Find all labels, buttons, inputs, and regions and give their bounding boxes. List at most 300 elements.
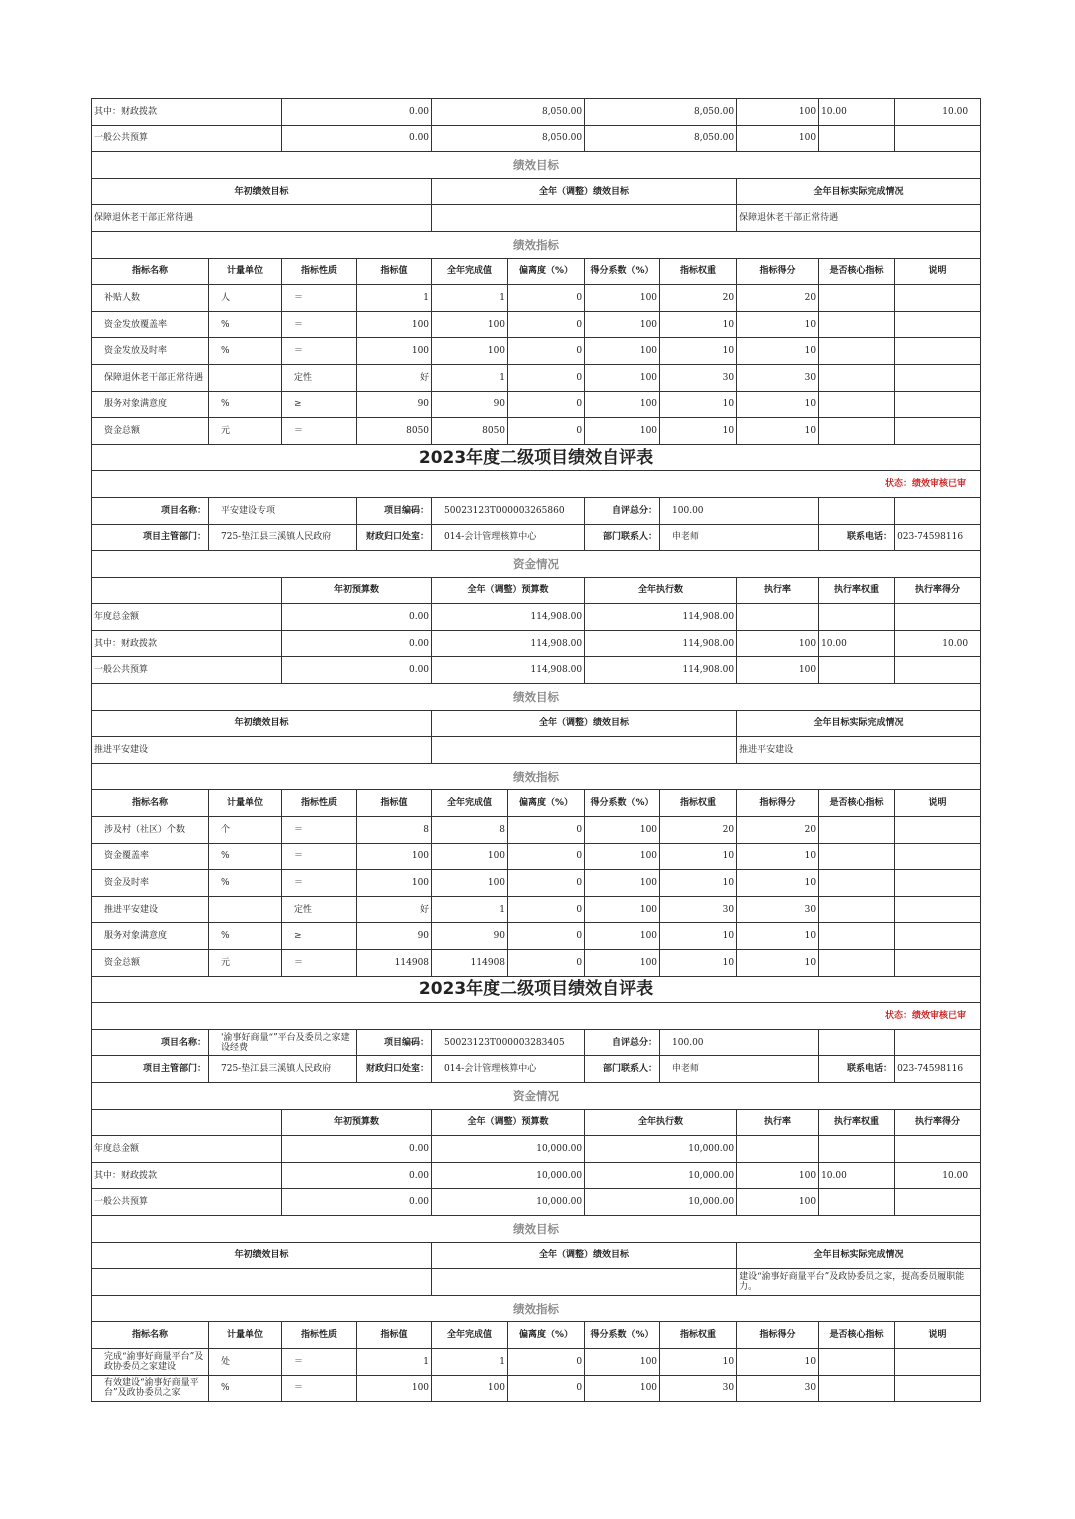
fund-row-label: 一般公共预算 — [92, 1189, 282, 1216]
fund-row — [92, 1136, 981, 1163]
fund-header-blank — [92, 1109, 282, 1136]
fund-header-blank — [92, 577, 282, 604]
fund-rate-score — [895, 125, 981, 152]
indicator-col-header: 是否核心指标 — [819, 1322, 895, 1349]
indicator-deviation: 0 — [508, 338, 585, 365]
indicator-score: 10 — [737, 843, 819, 870]
indicator-name: 资金总额 — [92, 950, 209, 977]
goal-col-header: 年初绩效目标 — [92, 178, 432, 205]
indicator-core — [819, 870, 895, 897]
blank — [819, 497, 895, 524]
indicator-target: 1 — [357, 285, 432, 312]
title-row — [92, 976, 981, 1003]
fund-executed: 114,908.00 — [585, 630, 737, 657]
fund-executed: 8,050.00 — [585, 125, 737, 152]
indicator-coefficient: 100 — [585, 950, 660, 977]
indicators-section-row — [92, 1295, 981, 1322]
fund-rate: 100 — [737, 630, 819, 657]
status-row — [92, 471, 981, 498]
indicator-actual: 1 — [432, 285, 508, 312]
indicator-weight: 10 — [660, 923, 737, 950]
indicator-unit: 元 — [209, 950, 282, 977]
indicator-score: 30 — [737, 1375, 819, 1402]
indicator-coefficient: 100 — [585, 1348, 660, 1375]
indicator-core — [819, 338, 895, 365]
indicator-coefficient: 100 — [585, 923, 660, 950]
fund-executed: 8,050.00 — [585, 99, 737, 126]
finance-office-label: 财政归口处室： — [357, 524, 432, 551]
fund-initial: 0.00 — [282, 657, 432, 684]
fund-row-label: 年度总金额 — [92, 604, 282, 631]
indicator-core — [819, 364, 895, 391]
fund-adjusted: 114,908.00 — [432, 657, 585, 684]
goal-actual: 推进平安建设 — [737, 737, 981, 764]
fund-executed: 114,908.00 — [585, 657, 737, 684]
finance-office: 014-会计管理核算中心 — [432, 524, 585, 551]
goal-col-header: 全年（调整）绩效目标 — [432, 1242, 737, 1269]
indicator-target: 90 — [357, 391, 432, 418]
indicator-col-header: 指标得分 — [737, 258, 819, 285]
indicator-coefficient: 100 — [585, 311, 660, 338]
status-text: 状态：绩效审核已审 — [92, 1003, 981, 1030]
goal-initial — [92, 1269, 432, 1296]
indicator-weight: 20 — [660, 285, 737, 312]
fund-adjusted: 8,050.00 — [432, 125, 585, 152]
fund-col-header: 执行率权重 — [819, 577, 895, 604]
indicator-deviation: 0 — [508, 843, 585, 870]
indicator-deviation: 0 — [508, 870, 585, 897]
self-score: 100.00 — [660, 497, 819, 524]
indicator-score: 10 — [737, 923, 819, 950]
fund-row — [92, 630, 981, 657]
indicator-score: 10 — [737, 950, 819, 977]
indicator-coefficient: 100 — [585, 1375, 660, 1402]
indicator-row — [92, 391, 981, 418]
indicator-actual: 8 — [432, 817, 508, 844]
indicator-name: 资金及时率 — [92, 870, 209, 897]
project-info-row — [92, 1029, 981, 1056]
fund-adjusted: 10,000.00 — [432, 1136, 585, 1163]
fund-row — [92, 1189, 981, 1216]
indicator-target: 好 — [357, 364, 432, 391]
indicator-weight: 20 — [660, 817, 737, 844]
indicators-section-row — [92, 763, 981, 790]
indicator-target: 8 — [357, 817, 432, 844]
fund-rate-weight — [819, 604, 895, 631]
fund-adjusted: 10,000.00 — [432, 1189, 585, 1216]
goal-initial: 保障退休老干部正常待遇 — [92, 205, 432, 232]
fund-row-label: 年度总金额 — [92, 1136, 282, 1163]
indicator-col-header: 指标名称 — [92, 790, 209, 817]
funds-section-row — [92, 551, 981, 578]
fund-rate-score: 10.00 — [895, 99, 981, 126]
finance-office-label: 财政归口处室： — [357, 1056, 432, 1083]
indicator-col-header: 偏离度（%） — [508, 790, 585, 817]
indicator-actual: 8050 — [432, 418, 508, 445]
goal-actual: 建设“渝事好商量平台”及政协委员之家，提高委员履职能力。 — [737, 1269, 981, 1296]
indicator-core — [819, 418, 895, 445]
indicator-target: 1 — [357, 1348, 432, 1375]
fund-col-header: 执行率 — [737, 1109, 819, 1136]
fund-executed: 114,908.00 — [585, 604, 737, 631]
indicator-nature: ＝ — [282, 1348, 357, 1375]
indicator-note — [895, 1375, 981, 1402]
indicator-coefficient: 100 — [585, 338, 660, 365]
indicator-deviation: 0 — [508, 391, 585, 418]
goal-col-header: 全年目标实际完成情况 — [737, 710, 981, 737]
indicator-col-header: 指标权重 — [660, 1322, 737, 1349]
dept: 725-垫江县三溪镇人民政府 — [209, 524, 357, 551]
indicator-col-header: 是否核心指标 — [819, 790, 895, 817]
indicator-core — [819, 950, 895, 977]
indicator-weight: 30 — [660, 1375, 737, 1402]
indicator-row — [92, 418, 981, 445]
fund-executed: 10,000.00 — [585, 1162, 737, 1189]
indicator-row — [92, 950, 981, 977]
goal-initial: 推进平安建设 — [92, 737, 432, 764]
fund-row — [92, 657, 981, 684]
indicator-actual: 90 — [432, 923, 508, 950]
indicator-col-header: 指标值 — [357, 1322, 432, 1349]
goals-section-heading: 绩效目标 — [92, 1215, 981, 1242]
fund-initial: 0.00 — [282, 630, 432, 657]
indicator-note — [895, 1348, 981, 1375]
indicator-weight: 10 — [660, 311, 737, 338]
fund-row-label: 一般公共预算 — [92, 657, 282, 684]
indicators-section-heading: 绩效指标 — [92, 763, 981, 790]
indicator-coefficient: 100 — [585, 843, 660, 870]
phone: 023-74598116 — [895, 1056, 981, 1083]
indicator-col-header: 得分系数（%） — [585, 1322, 660, 1349]
fund-col-header: 执行率得分 — [895, 577, 981, 604]
indicator-target: 100 — [357, 870, 432, 897]
project-name: 平安建设专项 — [209, 497, 357, 524]
indicator-name: 资金覆盖率 — [92, 843, 209, 870]
indicator-note — [895, 870, 981, 897]
status-row — [92, 1003, 981, 1030]
indicator-deviation: 0 — [508, 923, 585, 950]
indicator-weight: 10 — [660, 870, 737, 897]
title-row — [92, 444, 981, 471]
indicator-col-header: 指标性质 — [282, 790, 357, 817]
indicator-weight: 10 — [660, 418, 737, 445]
dept-label: 项目主管部门： — [92, 524, 209, 551]
goal-adjusted — [432, 737, 737, 764]
indicator-weight: 10 — [660, 950, 737, 977]
indicator-col-header: 说明 — [895, 790, 981, 817]
indicator-nature: ＝ — [282, 311, 357, 338]
indicator-weight: 30 — [660, 896, 737, 923]
indicator-name: 涉及村（社区）个数 — [92, 817, 209, 844]
indicator-deviation: 0 — [508, 896, 585, 923]
indicator-core — [819, 896, 895, 923]
fund-executed: 10,000.00 — [585, 1189, 737, 1216]
goals-section-row — [92, 152, 981, 179]
indicator-unit: % — [209, 338, 282, 365]
indicator-unit: % — [209, 311, 282, 338]
indicator-header-row — [92, 790, 981, 817]
indicator-unit — [209, 896, 282, 923]
fund-rate-score — [895, 604, 981, 631]
indicator-deviation: 0 — [508, 817, 585, 844]
indicator-deviation: 0 — [508, 950, 585, 977]
indicator-deviation: 0 — [508, 1375, 585, 1402]
indicator-col-header: 说明 — [895, 1322, 981, 1349]
indicator-col-header: 得分系数（%） — [585, 790, 660, 817]
indicator-unit: 人 — [209, 285, 282, 312]
indicator-actual: 100 — [432, 843, 508, 870]
goal-col-header: 年初绩效目标 — [92, 1242, 432, 1269]
indicator-unit: 处 — [209, 1348, 282, 1375]
indicator-deviation: 0 — [508, 311, 585, 338]
indicator-note — [895, 923, 981, 950]
indicator-target: 8050 — [357, 418, 432, 445]
indicator-name: 补贴人数 — [92, 285, 209, 312]
goal-header-row — [92, 1242, 981, 1269]
fund-initial: 0.00 — [282, 1189, 432, 1216]
indicator-name: 资金总额 — [92, 418, 209, 445]
fund-rate: 100 — [737, 99, 819, 126]
contact-label: 部门联系人： — [585, 524, 660, 551]
fund-rate: 100 — [737, 657, 819, 684]
indicator-name: 资金发放及时率 — [92, 338, 209, 365]
indicator-core — [819, 817, 895, 844]
fund-header-row — [92, 1109, 981, 1136]
indicator-coefficient: 100 — [585, 285, 660, 312]
indicator-header-row — [92, 258, 981, 285]
goal-actual: 保障退休老干部正常待遇 — [737, 205, 981, 232]
indicator-target: 100 — [357, 311, 432, 338]
phone-label: 联系电话： — [819, 1056, 895, 1083]
indicator-row — [92, 285, 981, 312]
fund-initial: 0.00 — [282, 604, 432, 631]
indicator-score: 20 — [737, 285, 819, 312]
blank — [895, 1029, 981, 1056]
indicator-coefficient: 100 — [585, 817, 660, 844]
contact-label: 部门联系人： — [585, 1056, 660, 1083]
indicator-unit: 元 — [209, 418, 282, 445]
indicator-row — [92, 338, 981, 365]
fund-rate-score — [895, 657, 981, 684]
indicator-col-header: 说明 — [895, 258, 981, 285]
indicator-coefficient: 100 — [585, 364, 660, 391]
indicator-nature: 定性 — [282, 896, 357, 923]
indicator-row — [92, 1348, 981, 1375]
indicator-col-header: 计量单位 — [209, 258, 282, 285]
project-dept-row — [92, 524, 981, 551]
indicator-actual: 100 — [432, 1375, 508, 1402]
fund-rate-weight — [819, 1189, 895, 1216]
indicator-target: 114908 — [357, 950, 432, 977]
fund-rate — [737, 604, 819, 631]
indicator-score: 30 — [737, 896, 819, 923]
self-score-label: 自评总分： — [585, 1029, 660, 1056]
indicator-target: 100 — [357, 843, 432, 870]
indicator-name: 完成“渝事好商量平台”及政协委员之家建设 — [92, 1348, 209, 1375]
indicator-nature: ＝ — [282, 950, 357, 977]
indicator-note — [895, 364, 981, 391]
indicator-row — [92, 896, 981, 923]
indicator-actual: 90 — [432, 391, 508, 418]
indicator-score: 30 — [737, 364, 819, 391]
sheet-title: 2023年度二级项目绩效自评表 — [92, 444, 981, 471]
indicator-nature: 定性 — [282, 364, 357, 391]
indicator-col-header: 偏离度（%） — [508, 1322, 585, 1349]
indicator-note — [895, 418, 981, 445]
performance-evaluation-sheet — [91, 98, 981, 1402]
indicator-coefficient: 100 — [585, 391, 660, 418]
fund-col-header: 年初预算数 — [282, 577, 432, 604]
indicator-note — [895, 391, 981, 418]
goal-content-row — [92, 1269, 981, 1296]
fund-col-header: 全年（调整）预算数 — [432, 577, 585, 604]
goal-header-row — [92, 710, 981, 737]
indicator-weight: 10 — [660, 391, 737, 418]
indicator-score: 10 — [737, 391, 819, 418]
fund-rate-weight — [819, 125, 895, 152]
indicator-col-header: 得分系数（%） — [585, 258, 660, 285]
indicator-col-header: 指标性质 — [282, 1322, 357, 1349]
goals-section-heading: 绩效目标 — [92, 152, 981, 179]
indicator-deviation: 0 — [508, 418, 585, 445]
contact-person: 申老师 — [660, 524, 819, 551]
fund-col-header: 全年执行数 — [585, 577, 737, 604]
goals-section-heading: 绩效目标 — [92, 684, 981, 711]
indicator-unit: % — [209, 843, 282, 870]
indicator-nature: ＝ — [282, 817, 357, 844]
indicator-target: 100 — [357, 1375, 432, 1402]
fund-col-header: 执行率权重 — [819, 1109, 895, 1136]
indicator-nature: ＝ — [282, 843, 357, 870]
fund-row — [92, 1162, 981, 1189]
indicator-note — [895, 950, 981, 977]
indicator-row — [92, 1375, 981, 1402]
indicator-unit — [209, 364, 282, 391]
indicator-target: 好 — [357, 896, 432, 923]
indicators-section-heading: 绩效指标 — [92, 231, 981, 258]
fund-rate-weight: 10.00 — [819, 99, 895, 126]
indicator-actual: 100 — [432, 311, 508, 338]
indicator-name: 保障退休老干部正常待遇 — [92, 364, 209, 391]
fund-col-header: 执行率得分 — [895, 1109, 981, 1136]
goal-adjusted — [432, 205, 737, 232]
project-name-label: 项目名称： — [92, 1029, 209, 1056]
indicator-nature: ＝ — [282, 285, 357, 312]
indicator-coefficient: 100 — [585, 870, 660, 897]
indicator-row — [92, 870, 981, 897]
indicator-note — [895, 311, 981, 338]
indicator-actual: 1 — [432, 1348, 508, 1375]
fund-row — [92, 604, 981, 631]
fund-rate-weight — [819, 657, 895, 684]
indicator-nature: ＝ — [282, 338, 357, 365]
indicator-score: 10 — [737, 418, 819, 445]
project-name-label: 项目名称： — [92, 497, 209, 524]
indicator-nature: ＝ — [282, 1375, 357, 1402]
indicator-core — [819, 311, 895, 338]
indicator-target: 90 — [357, 923, 432, 950]
fund-rate: 100 — [737, 125, 819, 152]
indicator-col-header: 全年完成值 — [432, 258, 508, 285]
indicator-col-header: 指标得分 — [737, 790, 819, 817]
goal-content-row — [92, 205, 981, 232]
indicator-unit: % — [209, 923, 282, 950]
indicator-unit: % — [209, 391, 282, 418]
phone-label: 联系电话： — [819, 524, 895, 551]
fund-adjusted: 10,000.00 — [432, 1162, 585, 1189]
indicator-score: 10 — [737, 338, 819, 365]
indicator-nature: ≥ — [282, 923, 357, 950]
fund-rate-score: 10.00 — [895, 630, 981, 657]
sheet-title: 2023年度二级项目绩效自评表 — [92, 976, 981, 1003]
indicator-deviation: 0 — [508, 364, 585, 391]
goal-col-header: 全年（调整）绩效目标 — [432, 710, 737, 737]
project-name: '渝事好商量“”平台及委员之家建设经费 — [209, 1029, 357, 1056]
indicator-actual: 1 — [432, 896, 508, 923]
fund-rate — [737, 1136, 819, 1163]
indicator-coefficient: 100 — [585, 896, 660, 923]
fund-rate: 100 — [737, 1189, 819, 1216]
goal-col-header: 年初绩效目标 — [92, 710, 432, 737]
indicator-core — [819, 1348, 895, 1375]
indicator-col-header: 指标性质 — [282, 258, 357, 285]
indicator-col-header: 指标值 — [357, 790, 432, 817]
indicator-row — [92, 311, 981, 338]
indicator-col-header: 计量单位 — [209, 1322, 282, 1349]
self-score-label: 自评总分： — [585, 497, 660, 524]
indicator-name: 有效建设“渝事好商量平台”及政协委员之家 — [92, 1375, 209, 1402]
fund-row — [92, 99, 981, 126]
fund-adjusted: 8,050.00 — [432, 99, 585, 126]
blank — [819, 1029, 895, 1056]
indicator-name: 推进平安建设 — [92, 896, 209, 923]
phone: 023-74598116 — [895, 524, 981, 551]
indicators-section-heading: 绩效指标 — [92, 1295, 981, 1322]
goal-col-header: 全年（调整）绩效目标 — [432, 178, 737, 205]
indicator-note — [895, 285, 981, 312]
fund-executed: 10,000.00 — [585, 1136, 737, 1163]
fund-rate-weight — [819, 1136, 895, 1163]
indicator-col-header: 指标名称 — [92, 1322, 209, 1349]
indicator-name: 资金发放覆盖率 — [92, 311, 209, 338]
indicator-score: 10 — [737, 1348, 819, 1375]
indicator-row — [92, 923, 981, 950]
fund-col-header: 年初预算数 — [282, 1109, 432, 1136]
indicator-col-header: 指标权重 — [660, 258, 737, 285]
fund-initial: 0.00 — [282, 1162, 432, 1189]
fund-col-header: 全年执行数 — [585, 1109, 737, 1136]
indicator-actual: 1 — [432, 364, 508, 391]
project-code: 50023123T000003265860 — [432, 497, 585, 524]
indicator-header-row — [92, 1322, 981, 1349]
indicator-core — [819, 843, 895, 870]
indicator-col-header: 全年完成值 — [432, 790, 508, 817]
indicator-note — [895, 896, 981, 923]
fund-row-label: 其中：财政拨款 — [92, 99, 282, 126]
fund-rate: 100 — [737, 1162, 819, 1189]
goal-adjusted — [432, 1269, 737, 1296]
fund-adjusted: 114,908.00 — [432, 604, 585, 631]
indicator-col-header: 全年完成值 — [432, 1322, 508, 1349]
indicator-row — [92, 817, 981, 844]
indicator-name: 服务对象满意度 — [92, 923, 209, 950]
indicator-unit: % — [209, 1375, 282, 1402]
project-code-label: 项目编码： — [357, 497, 432, 524]
indicator-weight: 10 — [660, 843, 737, 870]
fund-row-label: 一般公共预算 — [92, 125, 282, 152]
indicator-actual: 100 — [432, 870, 508, 897]
goal-col-header: 全年目标实际完成情况 — [737, 178, 981, 205]
